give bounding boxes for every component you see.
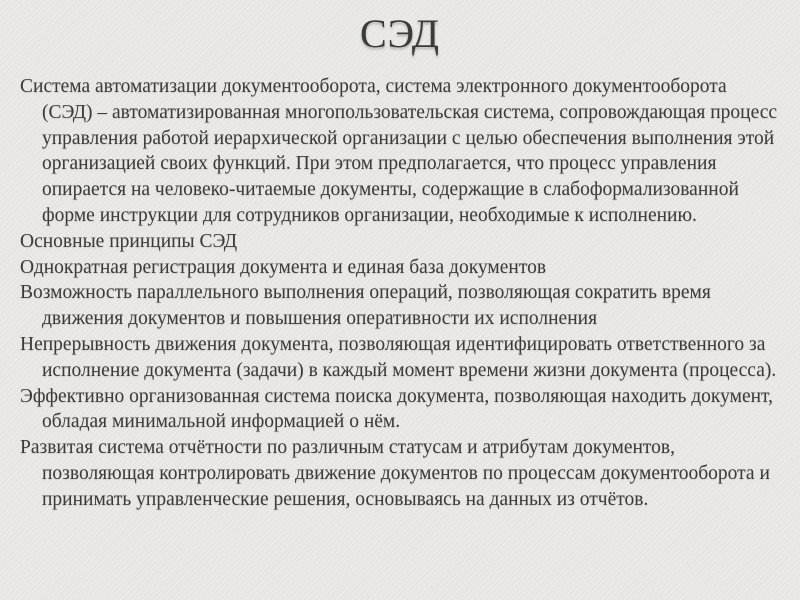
paragraph-search-system: Эффективно организованная система поиска документа, позволяющая находить документ, обладая минимальной информацией о нём.: [20, 385, 773, 433]
slide-title: СЭД: [359, 11, 440, 56]
paragraph-definition: Система автоматизации документооборота, система электронного документооборота (СЭД) – автоматизированная многопользовательская система, сопровождающая процесс управления работой иерархической организации с целью обеспечения выполнения этой организацией своих функций. При этом предполагается, что процесс управления опирается на человеко-читаемые документы, содержащие в слабоформализованной форме инструкции для сотрудников организации, необходимые к исполнению.: [20, 76, 778, 226]
paragraph-principles-heading: Основные принципы СЭД: [20, 230, 238, 252]
paragraph-reporting-system: Развитая система отчётности по различным статусам и атрибутам документов, позволяющая контролировать движение документов по процессам документооборота и принимать управленческие решения, основываясь на данных из отчётов.: [20, 437, 770, 510]
slide-body: [20, 74, 782, 513]
paragraph-continuous-movement: Непрерывность движения документа, позволяющая идентифицировать ответственного за исполнение документа (задачи) в каждый момент времени жизни документа (процесса).: [20, 333, 777, 381]
paragraph-single-registration: Однократная регистрация документа и единая база документов: [20, 256, 547, 278]
paragraph-parallel-operations: Возможность параллельного выполнения операций, позволяющая сократить время движения документов и повышения оперативности их исполнения: [20, 282, 711, 330]
